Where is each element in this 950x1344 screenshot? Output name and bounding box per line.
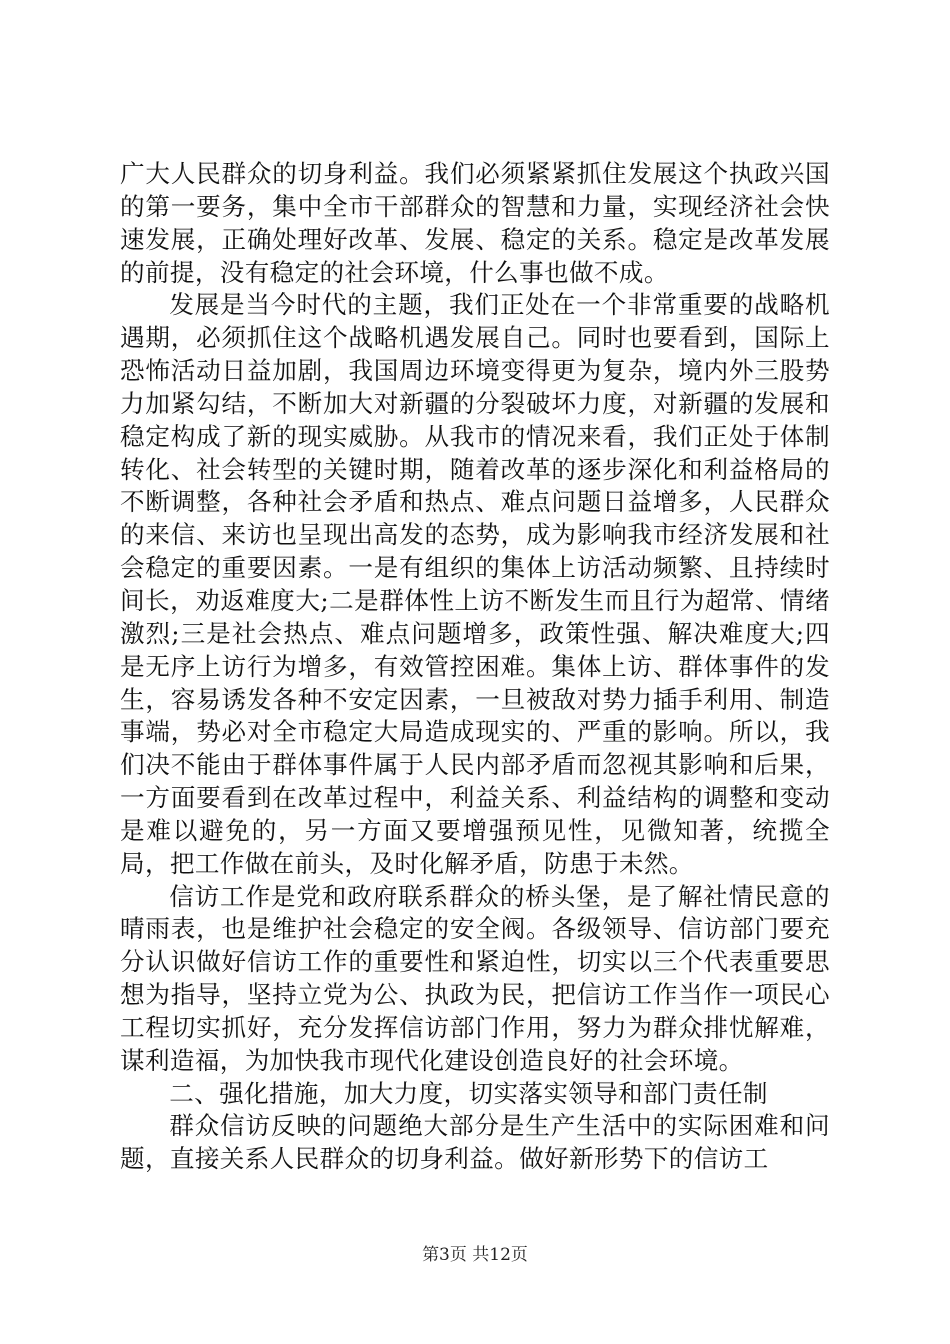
paragraph-petition-work: 信访工作是党和政府联系群众的桥头堡，是了解社情民意的晴雨表，也是维护社会稳定的安全阀。各级领导、信访部门要充分认识做好信访工作的重要性和紧迫性，切实以三个代表重要思想为指导，坚持立党为公、执政为民，把信访工作当作一项民心工程切实抓好，充分发挥信访部门作用，努力为群众排忧解难，谋利造福，为加快我市现代化建设创造良好的社会环境。 xyxy=(120,881,830,1075)
paragraph-continuation: 广大人民群众的切身利益。我们必须紧紧抓住发展这个执政兴国的第一要务，集中全市干部群众的智慧和力量，实现经济社会快速发展，正确处理好改革、发展、稳定的关系。稳定是改革发展的前提，没有稳定的社会环境，什么事也做不成。 xyxy=(120,159,830,287)
page-footer: 第3页 共12页 xyxy=(422,1245,528,1265)
section-heading: 二、强化措施，加大力度，切实落实领导和部门责任制 xyxy=(169,1078,768,1108)
paragraph-development-theme: 发展是当今时代的主题，我们正处在一个非常重要的战略机遇期，必须抓住这个战略机遇发展自己。同时也要看到，国际上恐怖活动日益加剧，我国周边环境变得更为复杂，境内外三股势力加紧勾结，不断加大对新疆的分裂破坏力度，对新疆的发展和稳定构成了新的现实威胁。从我市的情况来看，我们正处于体制转化、社会转型的关键时期，随着改革的逐步深化和利益格局的不断调整，各种社会矛盾和热点、难点问题日益增多，人民群众的来信、来访也呈现出高发的态势，成为影响我市经济发展和社会稳定的重要因素。一是有组织的集体上访活动频繁、且持续时间长，劝返难度大;二是群体性上访不断发生而且行为超常、情绪激烈;三是社会热点、难点问题增多，政策性强、解决难度大;四是无序上访行为增多，有效管控困难。集体上访、群体事件的发生，容易诱发各种不安定因素，一旦被敌对势力插手利用、制造事端，势必对全市稳定大局造成现实的、严重的影响。所以，我们决不能由于群体事件属于人民内部矛盾而忽视其影响和后果，一方面要看到在改革过程中，利益关系、利益结构的调整和变动是难以避免的，另一方面又要增强预见性，见微知著，统揽全局，把工作做在前头，及时化解矛盾，防患于未然。 xyxy=(120,290,830,878)
document-body xyxy=(120,158,830,1176)
paragraph-petition-issues: 群众信访反映的问题绝大部分是生产生活中的实际困难和问题，直接关系人民群众的切身利益。做好新形势下的信访工 xyxy=(120,1111,830,1174)
